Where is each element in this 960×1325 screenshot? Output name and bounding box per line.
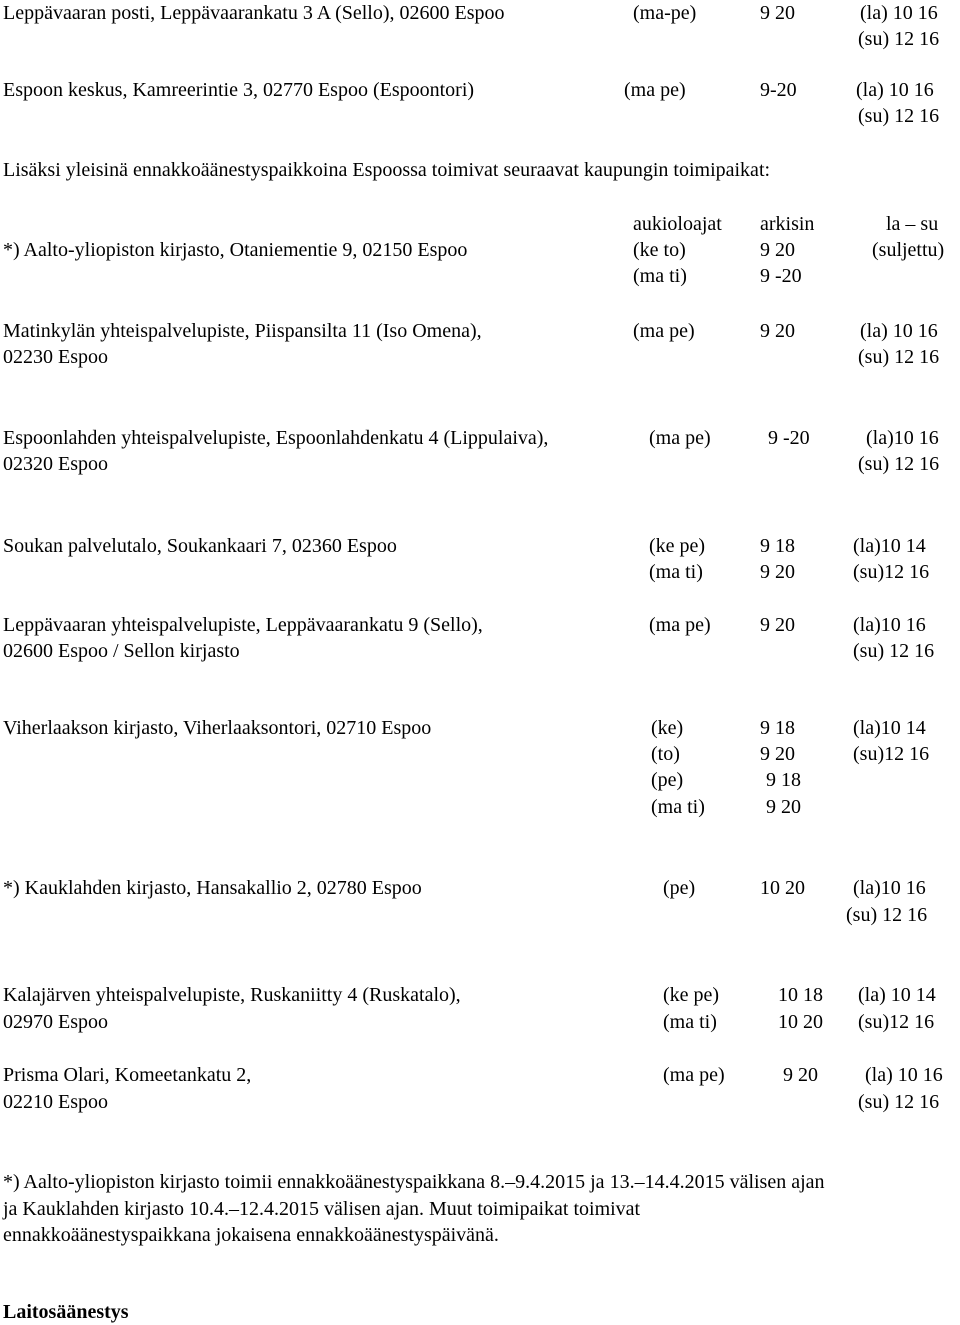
venue-name: Kalajärven yhteispalvelupiste, Ruskaniitty 4 (Ruskatalo), [3, 984, 461, 1006]
venue-weekend: (su) 12 16 [853, 640, 935, 662]
venue-hours: 9-20 [760, 79, 797, 101]
venue-days: (ke to) [633, 239, 686, 261]
venue-weekend: (la)10 14 [853, 717, 926, 739]
venue-hours: 9 20 [760, 239, 795, 261]
column-header-hours: aukioloajat [633, 213, 722, 235]
venue-days: (pe) [651, 769, 684, 791]
venue-weekend: (la)10 14 [853, 535, 926, 557]
column-header-weekend: la – su [886, 213, 939, 235]
venue-hours: 9 20 [760, 561, 795, 583]
venue-name: Espoon keskus, Kamreerintie 3, 02770 Espoo (Espoontori) [3, 79, 475, 101]
venue-name: 02210 Espoo [3, 1091, 108, 1113]
venue-days: (ma pe) [663, 1064, 725, 1086]
venue-weekend: (su) 12 16 [858, 453, 940, 475]
venue-weekend: (la)10 16 [853, 614, 926, 636]
venue-hours: 9 20 [760, 320, 795, 342]
venue-hours: 10 18 [778, 984, 823, 1006]
venue-weekend: (su) 12 16 [858, 28, 940, 50]
venue-weekend: (su)12 16 [853, 743, 930, 765]
venue-weekend: (la) 10 16 [860, 2, 938, 24]
venue-name: Matinkylän yhteispalvelupiste, Piispansilta 11 (Iso Omena), [3, 320, 482, 342]
venue-name: *) Aalto-yliopiston kirjasto, Otaniementie 9, 02150 Espoo [3, 239, 468, 261]
venue-weekend: (su)12 16 [853, 561, 930, 583]
venue-days: (ma pe) [649, 427, 711, 449]
venue-weekend: (su) 12 16 [858, 1091, 940, 1113]
venue-weekend: (su) 12 16 [858, 346, 940, 368]
venue-name: 02970 Espoo [3, 1011, 108, 1033]
venue-hours: 9 18 [760, 717, 795, 739]
venue-days: (pe) [663, 877, 696, 899]
venue-name: Soukan palvelutalo, Soukankaari 7, 02360 Espoo [3, 535, 397, 557]
venue-weekend: (la)10 16 [853, 877, 926, 899]
venue-hours: 9 20 [760, 743, 795, 765]
venue-days: (ma ti) [663, 1011, 717, 1033]
section-heading: Laitosäänestys [3, 1301, 129, 1323]
venue-hours: 9 20 [783, 1064, 818, 1086]
venue-hours: 9 20 [760, 614, 795, 636]
venue-weekend: (la) 10 16 [865, 1064, 943, 1086]
venue-weekend: (su) 12 16 [858, 105, 940, 127]
venue-days: (ma ti) [633, 265, 687, 287]
venue-hours: 9 -20 [768, 427, 810, 449]
venue-name: 02320 Espoo [3, 453, 108, 475]
venue-hours: 9 18 [766, 769, 801, 791]
venue-hours: 9 18 [760, 535, 795, 557]
footnote-line: ennakkoäänestyspaikkana jokaisena ennakkoäänestyspäivänä. [3, 1224, 499, 1246]
venue-days: (to) [651, 743, 680, 765]
venue-name: *) Kauklahden kirjasto, Hansakallio 2, 02780 Espoo [3, 877, 422, 899]
venue-name: Leppävaaran posti, Leppävaarankatu 3 A (Sello), 02600 Espoo [3, 2, 505, 24]
venue-hours: 10 20 [778, 1011, 823, 1033]
venue-hours: 9 -20 [760, 265, 802, 287]
venue-days: (ke pe) [649, 535, 706, 557]
venue-name: 02600 Espoo / Sellon kirjasto [3, 640, 240, 662]
venue-days: (ke) [651, 717, 684, 739]
venue-days: (ma ti) [651, 796, 705, 818]
venue-name: 02230 Espoo [3, 346, 108, 368]
venue-name: Viherlaakson kirjasto, Viherlaaksontori, 02710 Espoo [3, 717, 432, 739]
venue-name: Leppävaaran yhteispalvelupiste, Leppävaarankatu 9 (Sello), [3, 614, 483, 636]
venue-hours: 9 20 [760, 2, 795, 24]
footnote-line: ja Kauklahden kirjasto 10.4.–12.4.2015 välisen ajan. Muut toimipaikat toimivat [3, 1198, 641, 1220]
intro-text: Lisäksi yleisinä ennakkoäänestyspaikkoina Espoossa toimivat seuraavat kaupungin toimipaikat: [3, 159, 771, 181]
venue-days: (ke pe) [663, 984, 720, 1006]
venue-days: (ma pe) [624, 79, 686, 101]
venue-days: (ma pe) [633, 320, 695, 342]
venue-hours: 10 20 [760, 877, 805, 899]
venue-weekend: (suljettu) [872, 239, 945, 261]
venue-weekend: (la)10 16 [866, 427, 939, 449]
venue-days: (ma ti) [649, 561, 703, 583]
venue-days: (ma-pe) [633, 2, 697, 24]
column-header-weekday: arkisin [760, 213, 815, 235]
footnote-line: *) Aalto-yliopiston kirjasto toimii ennakkoäänestyspaikkana 8.–9.4.2015 ja 13.–14.4.2015 välisen ajan [3, 1171, 825, 1193]
venue-days: (ma pe) [649, 614, 711, 636]
venue-weekend: (la) 10 16 [856, 79, 934, 101]
venue-hours: 9 20 [766, 796, 801, 818]
venue-name: Prisma Olari, Komeetankatu 2, [3, 1064, 252, 1086]
venue-weekend: (su)12 16 [858, 1011, 935, 1033]
venue-name: Espoonlahden yhteispalvelupiste, Espoonlahdenkatu 4 (Lippulaiva), [3, 427, 549, 449]
venue-weekend: (la) 10 16 [860, 320, 938, 342]
venue-weekend: (su) 12 16 [846, 904, 928, 926]
venue-weekend: (la) 10 14 [858, 984, 936, 1006]
